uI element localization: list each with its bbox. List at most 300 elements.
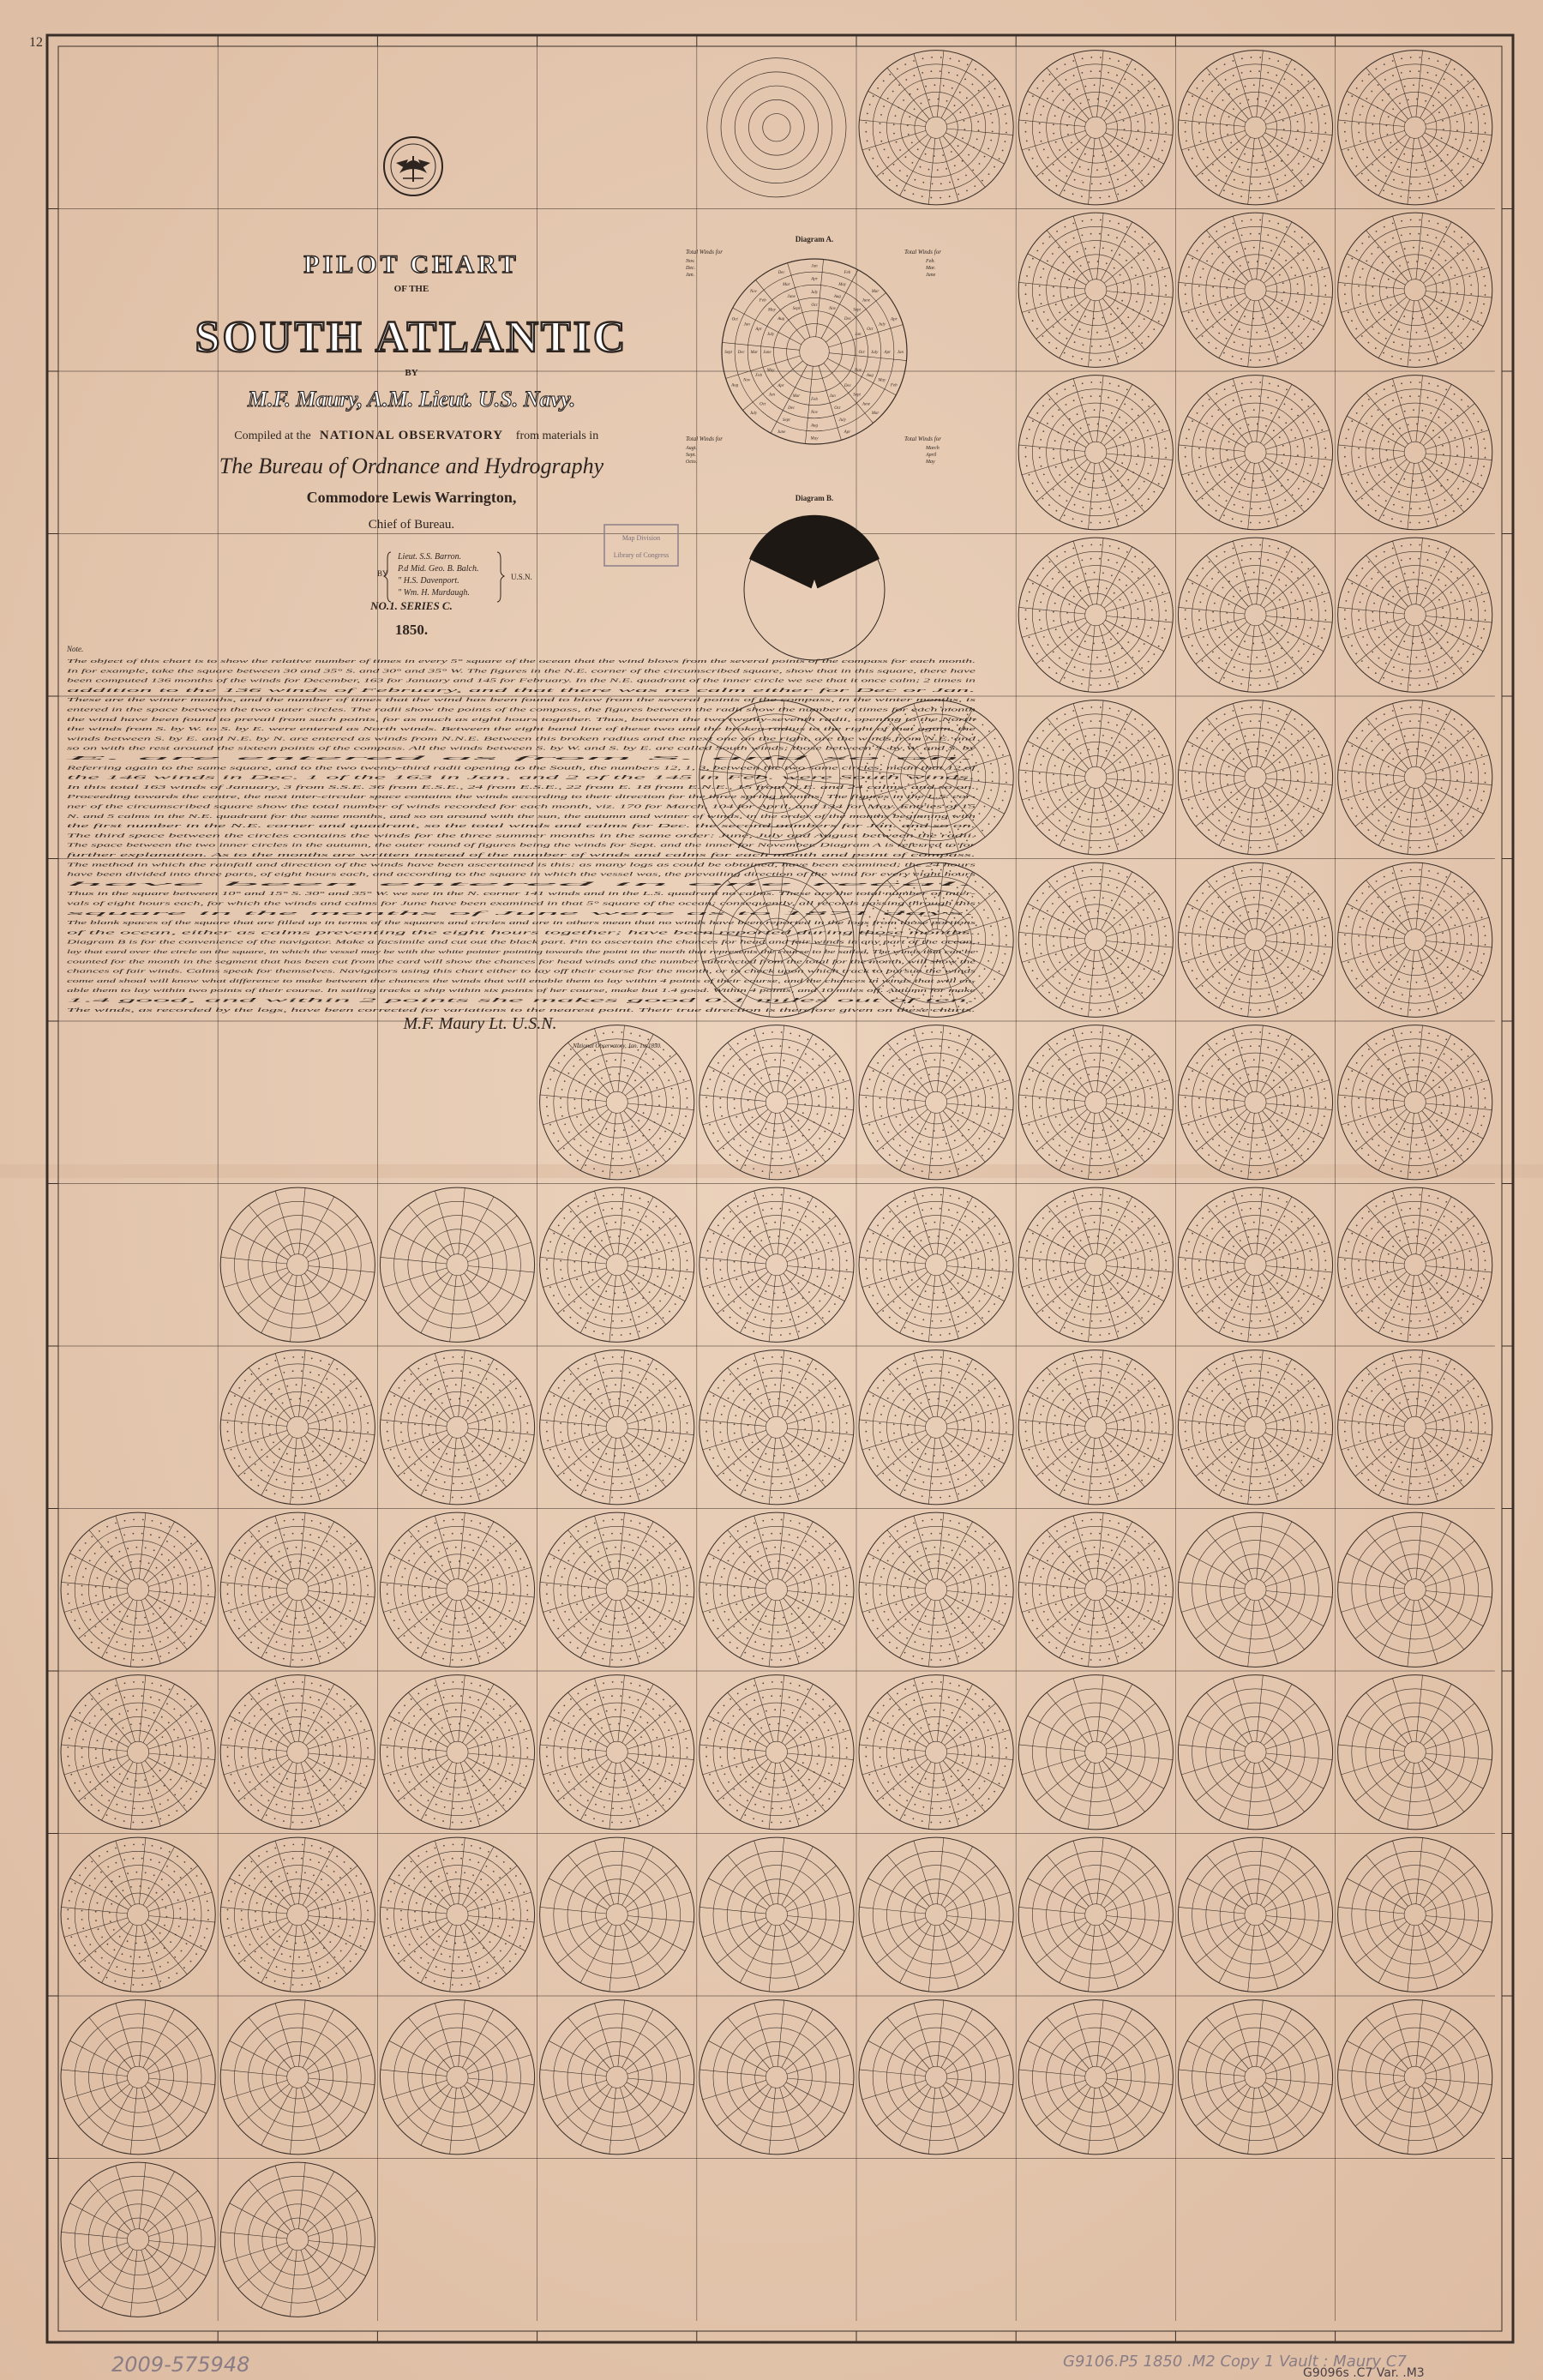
rose-figure	[1445, 64, 1447, 66]
rose-figure	[639, 1153, 640, 1155]
rose-figure	[928, 1144, 930, 1145]
rose-figure	[743, 1074, 745, 1076]
rose-figure	[1372, 611, 1373, 613]
rose-figure	[1151, 1097, 1153, 1098]
rose-figure	[1029, 636, 1030, 638]
rose-figure	[1276, 1049, 1277, 1051]
rose-figure	[1392, 873, 1394, 874]
rose-figure	[976, 1114, 978, 1115]
rose-figure	[1436, 1120, 1438, 1121]
rose-figure	[580, 1145, 582, 1146]
rose-figure	[585, 1038, 587, 1040]
rose-figure	[802, 1297, 804, 1299]
rose-figure	[889, 1317, 891, 1319]
rose-figure	[1401, 1032, 1402, 1034]
rose-figure	[1036, 1062, 1038, 1064]
rose-figure	[1262, 248, 1264, 249]
rose-figure	[1428, 507, 1430, 508]
rose-figure	[1090, 558, 1092, 560]
rose-figure	[1106, 587, 1108, 589]
rose-figure	[880, 790, 882, 792]
rose-figure	[1256, 332, 1258, 334]
rose-figure	[765, 1061, 767, 1062]
rose-figure	[1250, 684, 1252, 686]
rose-figure	[656, 1087, 657, 1089]
rose-figure	[940, 869, 942, 871]
rose-figure	[1029, 429, 1030, 430]
rose-figure	[1481, 430, 1483, 431]
rose-figure	[865, 1106, 867, 1108]
rose-figure	[1123, 770, 1125, 772]
rose-figure	[1425, 493, 1426, 495]
rose-figure	[642, 1297, 644, 1299]
rose-figure	[1069, 580, 1071, 582]
rose-figure	[1225, 1054, 1227, 1055]
rose-figure	[1222, 749, 1224, 751]
rose-figure	[1065, 1038, 1066, 1040]
rose-figure	[717, 1225, 719, 1227]
rose-figure	[1055, 304, 1057, 305]
rose-figure	[1277, 1035, 1279, 1037]
rose-figure	[1241, 885, 1243, 886]
rose-figure	[1313, 575, 1315, 577]
rose-figure	[1108, 1047, 1109, 1049]
rose-figure	[1102, 1129, 1104, 1131]
rose-figure	[1384, 806, 1385, 808]
rose-figure	[1200, 602, 1202, 604]
rose-figure	[1276, 341, 1278, 343]
rose-figure	[768, 1306, 770, 1307]
rose-figure	[1281, 485, 1282, 487]
rose-figure	[982, 75, 984, 76]
rose-figure	[1269, 383, 1270, 385]
rose-figure	[1376, 880, 1378, 882]
rose-figure	[1090, 720, 1092, 722]
rose-figure	[1311, 293, 1312, 295]
rose-figure	[1297, 779, 1299, 781]
rose-figure	[749, 1091, 751, 1092]
rose-figure	[1473, 816, 1474, 818]
rose-figure	[865, 1268, 867, 1270]
rose-figure	[1002, 1079, 1004, 1081]
rose-figure	[972, 1221, 974, 1223]
rose-figure	[1278, 254, 1280, 255]
rose-figure	[1126, 97, 1127, 99]
rose-figure	[1450, 430, 1452, 431]
rose-figure	[1368, 1049, 1370, 1050]
rose-figure	[1270, 1126, 1271, 1127]
rose-figure	[1400, 358, 1402, 360]
rose-figure	[1135, 437, 1137, 439]
rose-figure	[1450, 105, 1452, 106]
rose-figure	[1259, 1157, 1261, 1159]
rose-figure	[1158, 321, 1160, 322]
rose-figure	[1143, 1072, 1144, 1073]
rose-figure	[1084, 640, 1086, 642]
rose-figure	[1025, 772, 1027, 773]
rose-figure	[1094, 572, 1096, 574]
rose-figure	[966, 1072, 968, 1073]
rose-figure	[1269, 182, 1270, 183]
rose-figure	[1058, 897, 1060, 899]
rose-figure	[988, 986, 990, 988]
rose-figure	[893, 1261, 895, 1263]
rose-figure	[1358, 782, 1360, 784]
rose-figure	[1233, 385, 1234, 387]
rose-figure	[797, 1211, 799, 1213]
rose-figure	[655, 1160, 657, 1162]
rose-figure	[1351, 420, 1353, 422]
rose-figure	[1451, 820, 1453, 821]
rose-figure	[794, 1079, 796, 1081]
rose-figure	[1121, 625, 1123, 627]
rose-figure	[942, 154, 944, 156]
rose-figure	[1042, 1055, 1044, 1057]
rose-figure	[1109, 1033, 1111, 1035]
rose-figure	[1390, 142, 1392, 144]
rose-figure	[573, 1066, 574, 1067]
rose-figure	[994, 978, 995, 980]
rose-figure	[1469, 275, 1471, 277]
rose-figure	[1344, 1097, 1346, 1098]
rose-figure	[867, 113, 868, 115]
rose-figure	[988, 823, 990, 825]
rose-figure	[1456, 779, 1458, 781]
rose-figure	[721, 1089, 723, 1091]
rose-figure	[1206, 261, 1208, 262]
rose-figure	[1164, 438, 1166, 440]
rose-figure	[1444, 241, 1445, 243]
rose-figure	[1413, 643, 1414, 645]
rose-figure	[1047, 748, 1048, 749]
rose-figure	[1253, 1059, 1255, 1061]
rose-figure	[880, 123, 881, 124]
rose-figure	[1042, 81, 1044, 82]
rose-figure	[679, 1295, 681, 1297]
rose-figure	[1462, 806, 1464, 808]
rose-figure	[988, 1123, 989, 1125]
rose-figure	[960, 111, 962, 113]
rose-figure	[1257, 99, 1258, 100]
rose-figure	[671, 1250, 673, 1252]
rose-figure	[1138, 129, 1139, 131]
rose-figure	[1052, 253, 1054, 255]
rose-figure	[1059, 637, 1060, 639]
rose-figure	[1042, 568, 1044, 569]
rose-figure	[1077, 901, 1078, 903]
rose-figure	[819, 1301, 820, 1302]
rose-figure	[1215, 466, 1216, 468]
rose-figure	[1301, 237, 1303, 238]
rose-figure	[990, 952, 992, 953]
rose-figure	[1066, 1100, 1068, 1102]
rose-figure	[1119, 742, 1120, 743]
rose-figure	[754, 1154, 756, 1156]
rose-figure	[1228, 580, 1230, 582]
rose-figure	[1202, 568, 1204, 569]
rose-figure	[1218, 170, 1220, 171]
rose-figure	[1268, 683, 1270, 685]
rose-figure	[1473, 88, 1474, 90]
rose-figure	[1284, 175, 1286, 177]
rose-figure	[669, 1148, 670, 1150]
rose-figure	[1026, 303, 1028, 304]
rose-figure	[1438, 274, 1440, 276]
rose-figure	[640, 1249, 642, 1251]
rose-figure	[983, 1072, 985, 1073]
rose-figure	[1377, 594, 1378, 596]
rose-figure	[1147, 430, 1149, 431]
rose-figure	[1207, 157, 1209, 159]
rose-figure	[1252, 480, 1254, 482]
rose-figure	[1438, 92, 1440, 93]
rose-figure	[1082, 1032, 1084, 1034]
rose-figure	[668, 1242, 669, 1244]
rose-figure	[680, 1233, 681, 1235]
rose-figure	[1083, 669, 1084, 670]
rose-figure	[1440, 160, 1442, 162]
rose-figure	[1358, 1107, 1360, 1109]
rose-figure	[943, 85, 945, 87]
rose-figure	[988, 105, 989, 106]
rose-figure	[1127, 479, 1129, 481]
rose-figure	[1265, 912, 1267, 914]
rose-figure	[1273, 267, 1275, 269]
rose-figure	[1281, 1135, 1282, 1137]
rose-figure	[1445, 97, 1447, 99]
rose-figure	[1420, 219, 1421, 221]
rose-figure	[1265, 425, 1267, 427]
rose-figure	[1297, 771, 1299, 772]
rose-figure	[1344, 943, 1346, 945]
rose-figure	[1088, 656, 1090, 658]
rose-figure	[1206, 423, 1208, 424]
rose-figure	[638, 1049, 639, 1051]
rose-figure	[1432, 267, 1434, 269]
rose-figure	[1387, 459, 1389, 460]
rose-figure	[1084, 1061, 1086, 1062]
rose-figure	[1286, 226, 1288, 228]
rose-figure	[1081, 1008, 1083, 1010]
rose-figure	[831, 1115, 832, 1116]
rose-figure	[763, 1157, 765, 1158]
rose-figure	[735, 1253, 736, 1254]
rose-figure	[917, 88, 919, 90]
rose-figure	[759, 1141, 761, 1143]
rose-figure	[1126, 714, 1128, 716]
rose-figure	[1259, 219, 1261, 221]
rose-figure	[1188, 917, 1190, 918]
rose-figure	[1375, 347, 1377, 349]
rose-figure	[880, 1269, 881, 1271]
rose-figure	[1269, 708, 1270, 710]
rose-figure	[1311, 456, 1312, 458]
rose-figure	[1025, 943, 1027, 945]
rose-figure	[1481, 105, 1483, 106]
rose-figure	[1143, 260, 1144, 261]
rose-figure	[1074, 504, 1076, 506]
rose-figure	[1277, 873, 1279, 874]
rose-figure	[934, 1130, 935, 1132]
rose-figure	[971, 1079, 973, 1081]
rose-figure	[1242, 832, 1244, 833]
rose-figure	[1084, 736, 1086, 737]
rose-figure	[1222, 1074, 1224, 1076]
rose-figure	[1059, 1124, 1060, 1126]
rose-figure	[1348, 799, 1349, 801]
rose-figure	[687, 1097, 688, 1099]
rose-figure	[1445, 422, 1447, 424]
rose-figure	[1437, 828, 1438, 830]
rose-figure	[932, 1320, 934, 1322]
rose-figure	[1162, 267, 1163, 268]
rose-figure	[1436, 958, 1438, 959]
rose-figure	[752, 1299, 753, 1301]
rose-figure	[1437, 844, 1438, 845]
rose-figure	[832, 1106, 834, 1108]
rose-figure	[1073, 271, 1075, 273]
rose-figure	[1445, 1002, 1447, 1004]
rose-figure	[1058, 269, 1060, 271]
rose-figure	[1032, 483, 1034, 484]
rose-figure	[1401, 220, 1402, 222]
rose-figure	[1148, 498, 1150, 500]
rose-figure	[1402, 669, 1403, 670]
rose-figure	[1032, 258, 1034, 260]
rose-figure	[908, 1271, 910, 1272]
rose-figure	[988, 173, 990, 175]
rose-figure	[1072, 974, 1073, 976]
rose-figure	[740, 1124, 741, 1126]
rose-figure	[1453, 835, 1455, 837]
rose-figure	[1049, 1049, 1051, 1050]
rose-figure	[585, 1131, 587, 1133]
rose-figure	[1430, 574, 1432, 576]
rose-figure	[925, 153, 927, 155]
rose-figure	[1084, 316, 1086, 317]
rose-figure	[992, 131, 994, 133]
rose-figure	[649, 1291, 651, 1293]
rose-figure	[972, 1059, 974, 1061]
rose-figure	[1165, 1107, 1167, 1109]
rose-figure	[1202, 1055, 1204, 1057]
rose-figure	[1216, 718, 1217, 720]
rose-figure	[1230, 304, 1232, 306]
rose-figure	[1441, 787, 1443, 789]
rose-figure	[1005, 1278, 1006, 1280]
rose-figure	[1384, 79, 1386, 81]
rose-figure	[1053, 133, 1054, 135]
rose-figure	[1477, 1133, 1479, 1134]
rose-figure	[1396, 311, 1397, 313]
rose-figure	[946, 1143, 947, 1145]
rose-figure	[1360, 1089, 1361, 1091]
rose-figure	[1407, 331, 1408, 333]
rose-figure	[1386, 287, 1388, 289]
rose-figure	[1124, 241, 1126, 243]
rose-figure	[1346, 1088, 1348, 1090]
rose-figure	[931, 869, 933, 871]
rose-figure	[1344, 285, 1346, 286]
rose-figure	[1236, 473, 1238, 475]
rose-figure	[1413, 572, 1414, 574]
rose-figure	[1111, 574, 1113, 576]
rose-figure	[1466, 430, 1468, 431]
rose-figure	[958, 1316, 959, 1318]
rose-figure	[1058, 594, 1060, 596]
rose-figure	[921, 103, 922, 105]
rose-figure	[1259, 57, 1261, 58]
rose-figure	[1321, 312, 1323, 314]
rose-figure	[1360, 141, 1361, 142]
rose-figure	[1186, 628, 1187, 629]
rose-figure	[1462, 585, 1464, 586]
rose-figure	[937, 1144, 939, 1145]
rose-figure	[620, 1208, 621, 1210]
rose-figure	[898, 1082, 899, 1084]
rose-figure	[1441, 462, 1443, 464]
rose-figure	[1376, 69, 1378, 70]
rose-figure	[1324, 782, 1326, 784]
rose-figure	[1209, 399, 1210, 400]
rose-figure	[838, 1295, 840, 1297]
rose-figure	[1351, 158, 1353, 159]
rose-figure	[646, 1150, 648, 1151]
rose-figure	[1072, 1006, 1074, 1007]
rose-figure	[1387, 296, 1389, 298]
rose-figure	[1006, 782, 1007, 784]
rose-figure	[1393, 991, 1395, 993]
rose-figure	[1131, 430, 1132, 431]
rose-figure	[1420, 1031, 1421, 1033]
rose-figure	[1138, 813, 1140, 814]
rose-figure	[1147, 310, 1149, 312]
rose-figure	[988, 1311, 990, 1313]
rose-figure	[1248, 261, 1250, 263]
rose-figure	[790, 1319, 791, 1320]
rose-figure	[594, 1083, 596, 1085]
rose-figure	[1056, 1160, 1058, 1162]
rose-figure	[1138, 902, 1139, 904]
rose-figure	[1399, 753, 1401, 754]
rose-figure	[1041, 303, 1042, 304]
rose-figure	[1225, 242, 1227, 243]
rose-figure	[1346, 438, 1348, 440]
rose-figure	[1059, 983, 1060, 984]
rose-figure	[1225, 729, 1227, 730]
rose-figure	[984, 1293, 986, 1295]
rose-figure	[814, 1160, 816, 1162]
rose-figure	[906, 1313, 908, 1314]
rose-figure	[1239, 491, 1240, 493]
rose-figure	[1386, 450, 1388, 452]
rose-figure	[1262, 410, 1264, 412]
rose-figure	[1356, 575, 1358, 577]
rose-figure	[1250, 395, 1252, 397]
rose-figure	[1269, 669, 1270, 670]
rose-figure	[1074, 179, 1076, 181]
rose-figure	[1053, 123, 1054, 125]
rose-figure	[1097, 261, 1099, 262]
rose-figure	[1117, 145, 1119, 147]
rose-figure	[1094, 897, 1096, 899]
rose-figure	[893, 977, 895, 978]
rose-figure	[880, 132, 881, 134]
rose-figure	[563, 1217, 565, 1219]
rose-figure	[1105, 330, 1107, 332]
rose-figure	[1368, 399, 1370, 400]
rose-figure	[1134, 1160, 1136, 1162]
